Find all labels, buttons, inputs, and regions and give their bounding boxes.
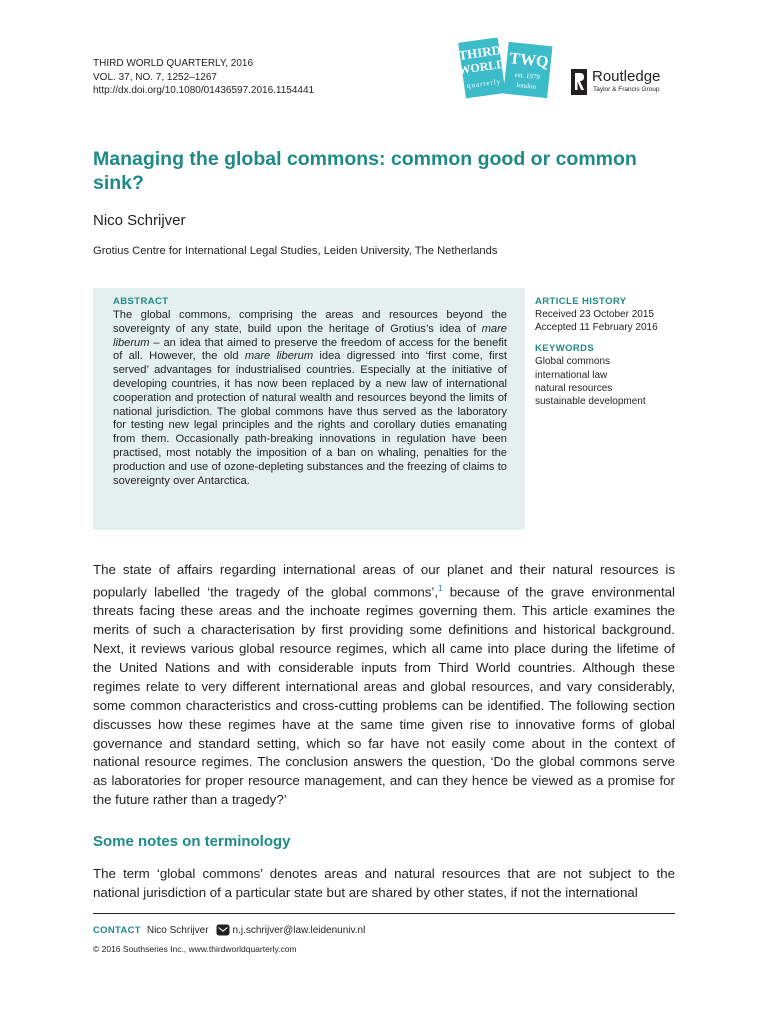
twq-logo-third: THIRD	[457, 42, 502, 63]
publisher-name: Routledge	[592, 68, 661, 85]
twq-logo-city: london	[516, 80, 537, 91]
contact-label: CONTACT	[93, 924, 141, 936]
journal-name: THIRD WORLD QUARTERLY, 2016	[93, 58, 254, 69]
accepted-date: Accepted 11 February 2016	[535, 322, 658, 334]
twq-logo-quarterly: quarterly	[466, 77, 502, 91]
publisher-logo	[570, 68, 680, 98]
keyword-item: international law	[535, 369, 608, 381]
abstract-text	[113, 309, 507, 488]
volume-info: VOL. 37, NO. 7, 1252–1267	[93, 71, 217, 83]
abstract-italic-1: mare liberum	[113, 322, 507, 349]
article-history	[535, 296, 685, 334]
copyright-notice: © 2016 Southseries Inc., www.thirdworldquarterly.com	[93, 944, 297, 954]
article-title: Managing the global commons: common good or common sink?	[93, 148, 637, 194]
intro-text-start: The state of affairs regarding international areas of our planet and their natural resources is popularly labelled ‘the tragedy of the global commons’,	[93, 562, 675, 600]
contact-name: Nico Schrijver	[146, 924, 209, 936]
contact-line	[93, 924, 365, 936]
twq-logo-world: WORLD	[457, 56, 506, 78]
abstract-heading: ABSTRACT	[113, 296, 169, 307]
abstract-part-3: idea digressed into ‘first come, first served’ advantages for industrialised countries. Especially at the initiative of developing countries, it has now been replaced by a new law of international cooperation and protection of natural wealth and resources beyond the limits of national jurisdiction. The global commons have thus served as the laboratory for testing new legal principles and the rights and corollary duties emanating from them. Occasionally path-breaking innovations in regulation have been practised, most notably the imposition of a ban on whaling, penalties for the production and use of ozone-depleting substances and the freezing of claims to sovereignty over Antarctica.	[113, 350, 507, 487]
section-heading: Some notes on terminology	[93, 833, 291, 850]
intro-paragraph	[93, 561, 675, 810]
doi-link[interactable]: http://dx.doi.org/10.1080/01436597.2016.1154441	[93, 85, 315, 96]
twq-logo-initials: TWQ	[508, 50, 550, 72]
article-sidebar	[535, 296, 685, 417]
keyword-item: Global commons	[535, 356, 611, 368]
publisher-subtitle: Taylor & Francis Group	[593, 86, 660, 93]
abstract-box	[93, 288, 525, 530]
contact-email[interactable]: n.j.schrijver@law.leidenuniv.nl	[232, 924, 366, 936]
routledge-mark-icon	[570, 68, 588, 96]
terminology-paragraph	[93, 864, 675, 903]
abstract-part-1: The global commons, comprising the areas and resources beyond the sovereignty of any state, build upon the heritage of Grotius’s idea of	[113, 309, 507, 335]
keywords-heading: KEYWORDS	[535, 343, 595, 355]
author-affiliation: Grotius Centre for International Legal Studies, Leiden University, The Netherlands	[93, 245, 498, 257]
intro-text-end: because of the grave environmental threats facing these areas and the inchoate regimes governing them. This article examines the merits of such a characterisation by first providing some definitions and historical background. Next, it reviews various global resource regimes, which all came into place during the lifetime of the United Nations and with considerable inputs from Third World countries. Although these regimes relate to very different international areas and global resources, and vary considerably, some common characteristics and cross-cutting problems can be identified. The following section discusses how these regimes have at the same time given rise to innovative forms of global governance and standard setting, which so far have not easily come about in the context of national resource regimes. The conclusion answers the question, ‘Do the global commons serve as laboratories for proper resource management, and can they hence be viewed as a promise for the future rather than a tragedy?’	[93, 584, 675, 808]
keyword-item: natural resources	[535, 382, 613, 394]
twq-logo-est: est. 1979	[514, 70, 541, 82]
received-date: Received 23 October 2015	[535, 309, 654, 320]
terminology-text: The term ‘global commons’ denotes areas and natural resources that are not subject to the national jurisdiction of a particular state but are shared by other states, if not the international	[93, 866, 675, 901]
article-history-heading: ARTICLE HISTORY	[535, 296, 627, 307]
abstract-italic-2: mare liberum	[244, 350, 314, 363]
journal-info	[93, 57, 314, 98]
footer-divider	[93, 913, 675, 914]
keyword-item: sustainable development	[535, 396, 646, 408]
keywords	[535, 343, 685, 408]
abstract-part-2: – an idea that aimed to preserve the freedom of access for the benefit of all. However, the old	[113, 336, 507, 363]
envelope-icon	[216, 924, 230, 936]
article-author: Nico Schrijver	[93, 212, 186, 229]
twq-logo	[456, 38, 556, 100]
footnote-link[interactable]: 1	[438, 583, 443, 593]
